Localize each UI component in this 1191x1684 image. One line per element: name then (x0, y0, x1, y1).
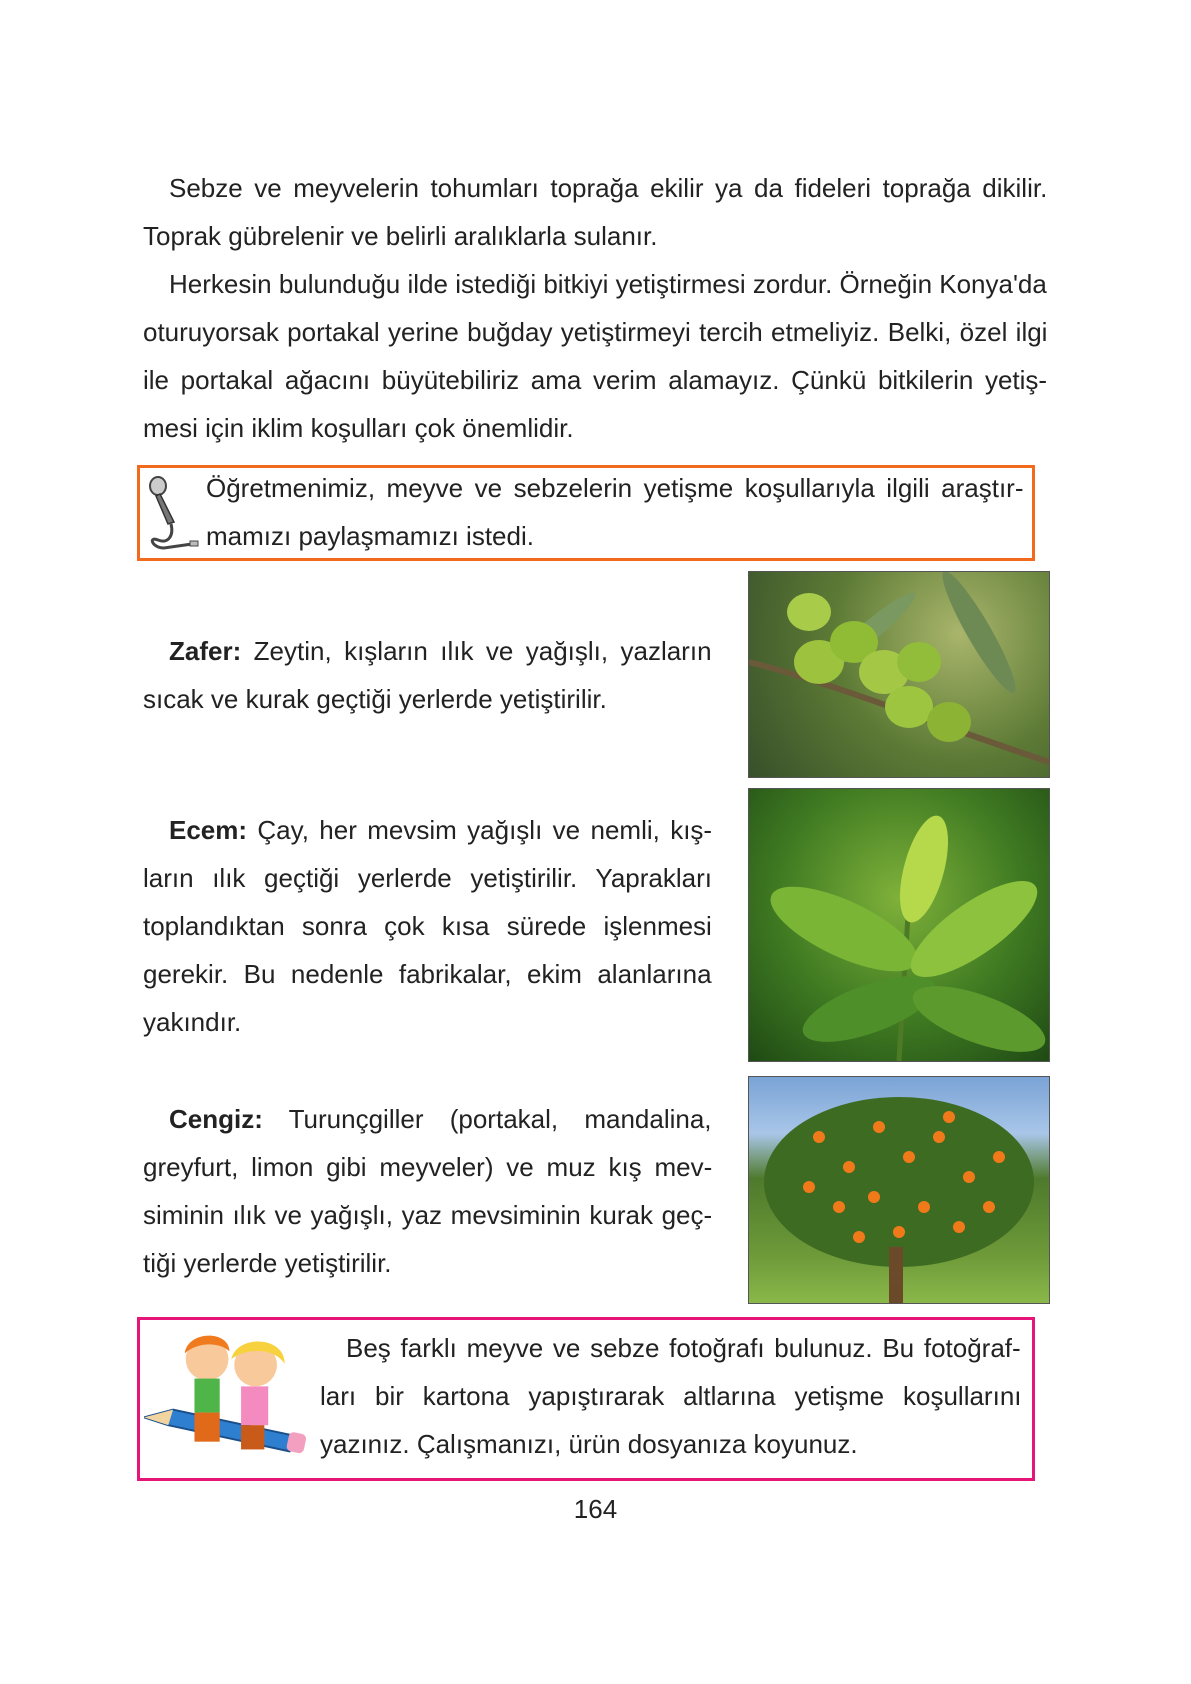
cengiz-statement (143, 1095, 713, 1287)
text-line: yakındır. (143, 1007, 242, 1037)
text-line: mesi için iklim koşulları çok önemlidir. (143, 413, 574, 443)
tea-plant-photo (748, 788, 1050, 1062)
text-line: sıcak ve kurak geçtiği yerlerde yetiştirilir. (143, 684, 607, 714)
children-on-pencil-illustration (144, 1328, 309, 1468)
zafer-statement (143, 627, 713, 723)
speaker-name: Zafer: (169, 636, 242, 666)
text-line: ları bir kartona yapıştırarak altlarına yetişme koşullarını (320, 1381, 1022, 1411)
text-line: Çay, her mevsim yağışlı ve nemli, kış- (247, 815, 713, 845)
paragraph-planting (143, 164, 1048, 452)
text-line: Turunçgiller (portakal, mandalina, (262, 1104, 712, 1134)
text-line: ların ılık geçtiği yerlerde yetiştirilir. Yaprakları (143, 863, 713, 893)
microphone-icon (144, 474, 202, 554)
text-line: siminin ılık ve yağışlı, yaz mevsiminin kurak geç- (143, 1200, 713, 1230)
text-line: mamızı paylaşmamızı istedi. (206, 521, 534, 551)
text-line: Herkesin bulunduğu ilde istediği bitkiyi yetiştirmesi zordur. Örneğin Konya'da (169, 269, 1047, 299)
text-line: toplandıktan sonra çok kısa sürede işlenmesi (143, 911, 712, 941)
text-line: Zeytin, kışların ılık ve yağışlı, yazların (241, 636, 712, 666)
text-line: Beş farklı meyve ve sebze fotoğrafı bulunuz. Bu fotoğraf- (346, 1333, 1021, 1363)
olive-photo (748, 571, 1050, 778)
text-line: ile portakal ağacını büyütebiliriz ama verim alamayız. Çünkü bitkilerin yetiş- (143, 365, 1048, 395)
text-line: tiği yerlerde yetiştirilir. (143, 1248, 392, 1278)
speaker-name: Cengiz: (169, 1104, 263, 1134)
text-line: yazınız. Çalışmanızı, ürün dosyanıza koyunuz. (320, 1429, 858, 1459)
text-line: greyfurt, limon gibi meyveler) ve muz kış mev- (143, 1152, 713, 1182)
ecem-statement (143, 806, 713, 1046)
text-line: oturuyorsak portakal yerine buğday yetiştirmeyi tercih etmeliyiz. Belki, özel ilgi (143, 317, 1048, 347)
activity-box (137, 1317, 1035, 1481)
text-line: Sebze ve meyvelerin tohumları toprağa ekilir ya da fideleri toprağa dikilir. (169, 173, 1048, 203)
text-line: gerekir. Bu nedenle fabrikalar, ekim alanlarına (143, 959, 712, 989)
text-line: Toprak gübrelenir ve belirli aralıklarla sulanır. (143, 221, 658, 251)
speaker-name: Ecem: (169, 815, 248, 845)
text-line: Öğretmenimiz, meyve ve sebzelerin yetişme koşullarıyla ilgili araştır- (206, 473, 1024, 503)
teacher-note-box (137, 465, 1035, 561)
orange-tree-photo (748, 1076, 1050, 1304)
page-number: 164 (573, 1494, 618, 1524)
